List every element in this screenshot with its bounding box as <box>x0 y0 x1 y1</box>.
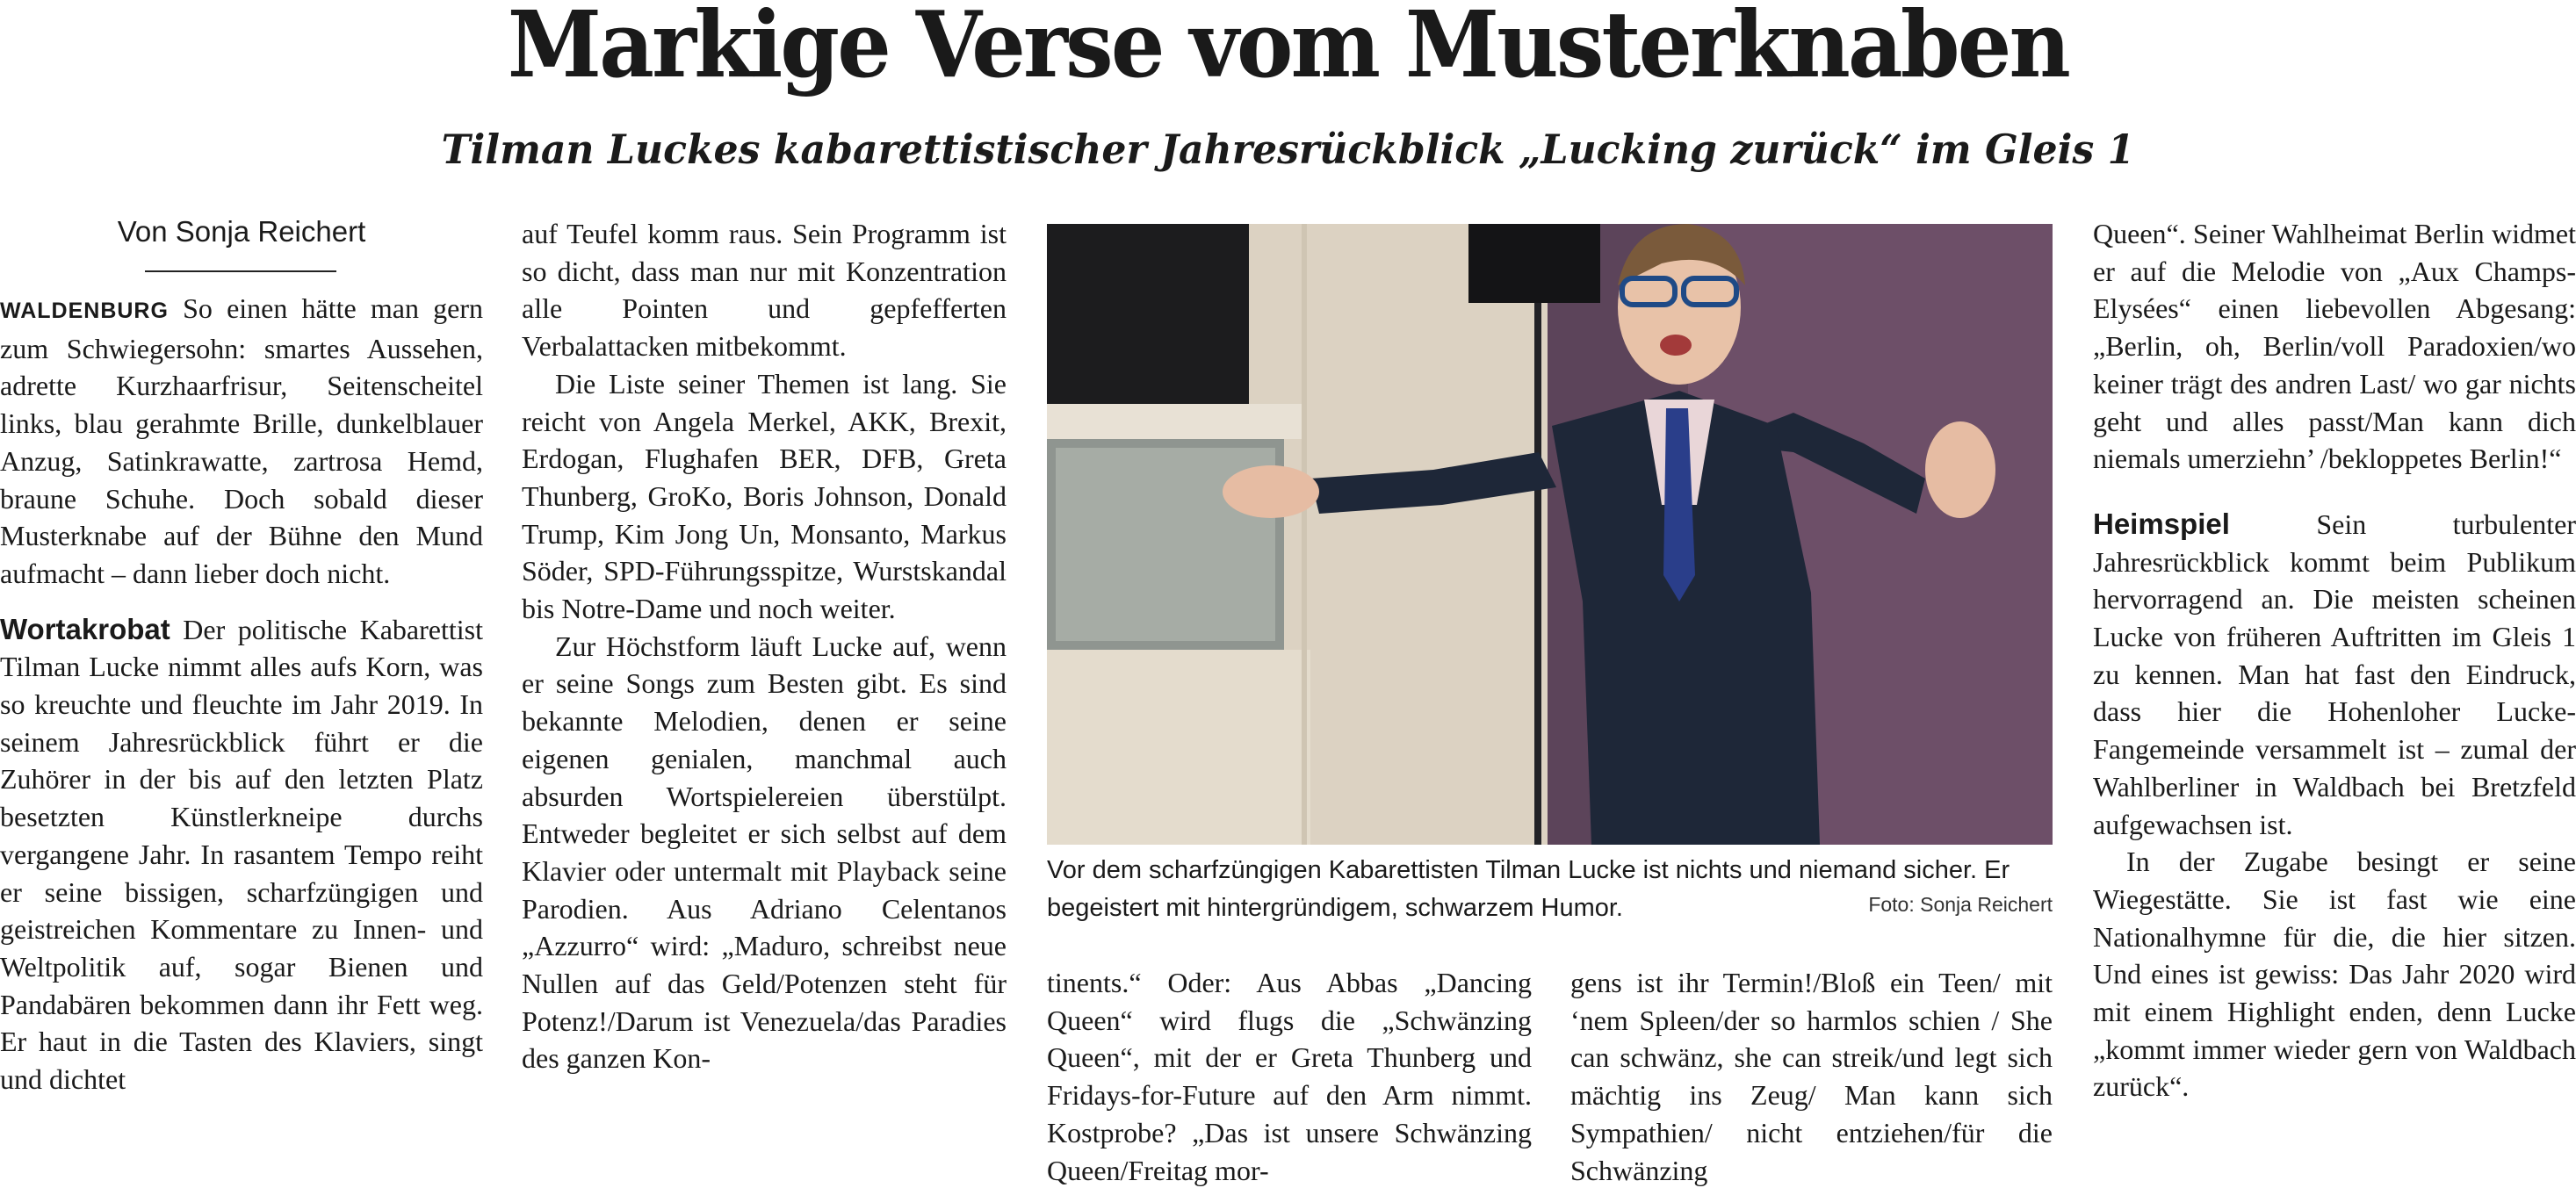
column-1-paragraph-2 <box>0 611 483 1098</box>
column-3-paragraph-1: tinents.“ Oder: Aus Abbas „Dancing Queen“ wird flugs die „Schwänzing Queen“, mit der er Greta Thunberg und Fridays-for-Future auf den Arm nimmt. Kostprobe? „Das ist unsere Schwänzing Queen/Freitag mor- <box>1047 967 1532 1186</box>
section-keyword-wortakrobat: Wortakrobat <box>0 612 170 645</box>
article-photo <box>1047 224 2053 845</box>
photo-caption-block <box>1047 852 2053 927</box>
heimspiel-text: Sein turbulenter Jahresrückblick kommt beim Publikum hervorragend an. Die meisten scheinen Lucke von früheren Auftritten im Gleis 1 zu kennen. Man hat fast den Eindruck, dass hier die Hohenloher Lucke-Fangemeinde versammelt ist – zumal der Wahlberliner in Waldbach bei Bretzfeld aufgewachsen ist. <box>2093 508 2576 840</box>
column-4-paragraph-1: gens ist ihr Termin!/Bloß ein Teen/ mit ‘nem Spleen/der so harmlos schien / She can schwänz, she can streik/und legt sich mächtig ins Zeug/ Man kann sich Sympathien/ nicht entziehen/für die Schwänzing <box>1570 967 2053 1186</box>
column-5-paragraph-1: Queen“. Seiner Wahlheimat Berlin widmet er auf die Melodie von „Aux Champs-Elysées“ einen liebevollen Abgesang: „Berlin, oh, Berlin/voll Paradoxien/wo keiner trägt des andren Last/ wo gar nichts geht und alles passt/Man kann dich niemals umerziehn’ /bekloppetes Berlin!“ <box>2093 218 2576 475</box>
article-headline: Markige Verse vom Musterknaben <box>507 0 2069 98</box>
article-subheadline: Tilman Luckes kabarettistischer Jahresrückblick „Lucking zurück“ im Gleis 1 <box>441 126 2135 173</box>
wortakrobat-text: Der politische Kabarettist Tilman Lucke nimmt alles aufs Korn, was so kreuchte und fleuchte im Jahr 2019. In seinem Jahresrückblick führt er die Zuhörer in der bis auf den letzten Platz besetzten Künstlerkneipe durchs vergangene Jahr. In rasantem Tempo reiht er seine bissigen, scharfzüngigen und geistreichen Kommentare zu Innen- und Weltpolitik auf, sogar Bienen und Pandabären bekommen dann ihr Fett weg. Er haut in die Tasten des Klaviers, singt und dichtet <box>0 613 483 1096</box>
intro-text: So einen hätte man gern zum Schwiegersohn: smartes Aussehen, adrette Kurzhaarfrisur, Seitenscheitel links, blau gerahmte Brille, dunkelblauer Anzug, Satinkrawatte, zartrosa Hemd, braune Schuhe. Doch sobald dieser Musterknabe auf der Bühne den Mund aufmacht – dann lieber doch nicht. <box>0 292 483 589</box>
photo-caption: Vor dem scharfzüngigen Kabarettisten Tilman Lucke ist nichts und niemand sicher. Er begeistert mit hintergründigem, schwarzem Humor. <box>1047 856 2010 922</box>
article-column-4 <box>1570 964 2053 1188</box>
article-column-3 <box>1047 964 1532 1188</box>
dateline: WALDENBURG <box>0 299 169 323</box>
photo-performer-image <box>1047 224 2053 845</box>
photo-credit: Foto: Sonja Reichert <box>1868 893 2053 916</box>
column-1-paragraph-1 <box>0 290 483 593</box>
section-keyword-heimspiel: Heimspiel <box>2093 507 2230 540</box>
article-column-2 <box>522 215 1007 1188</box>
byline-divider <box>145 270 336 272</box>
author-byline: Von Sonja Reichert <box>117 215 366 248</box>
column-5-paragraph-3: In der Zugabe besingt er seine Wiegestätte. Sie ist fast wie eine Nationalhymne für die, die hier sitzen. Und eines ist gewiss: Das Jahr 2020 wird mit einem Highlight enden, denn Lucke „kommt immer wieder gern von Waldbach zurück“. <box>2093 846 2576 1103</box>
article-column-1 <box>0 290 483 1188</box>
column-2-paragraph-2: Die Liste seiner Themen ist lang. Sie reicht von Angela Merkel, AKK, Brexit, Erdogan, Flughafen BER, DFB, Greta Thunberg, GroKo, Boris Johnson, Donald Trump, Kim Jong Un, Monsanto, Markus Söder, SPD-Führungsspitze, Wurstskandal bis Notre-Dame und noch weiter. <box>522 367 1007 625</box>
article-column-5 <box>2093 215 2576 1188</box>
column-2-paragraph-1: auf Teufel komm raus. Sein Programm ist so dicht, dass man nur mit Konzentration alle Pointen und gepfefferten Verbalattacken mitbekommt. <box>522 218 1007 363</box>
column-2-paragraph-3: Zur Höchstform läuft Lucke auf, wenn er seine Songs zum Besten gibt. Es sind bekannte Melodien, denen er seine eigenen genialen, manchmal auch absurden Wortspielereien überstülpt. Entweder begleitet er sich selbst auf dem Klavier oder untermalt mit Playback seine Parodien. Aus Adriano Celentanos „Azzurro“ wird: „Maduro, schreibst neue Nullen auf das Geld/Potenzen steht für Potenz!/Darum ist Venezuela/das Paradies des ganzen Kon- <box>522 630 1007 1075</box>
column-5-paragraph-2 <box>2093 506 2576 843</box>
